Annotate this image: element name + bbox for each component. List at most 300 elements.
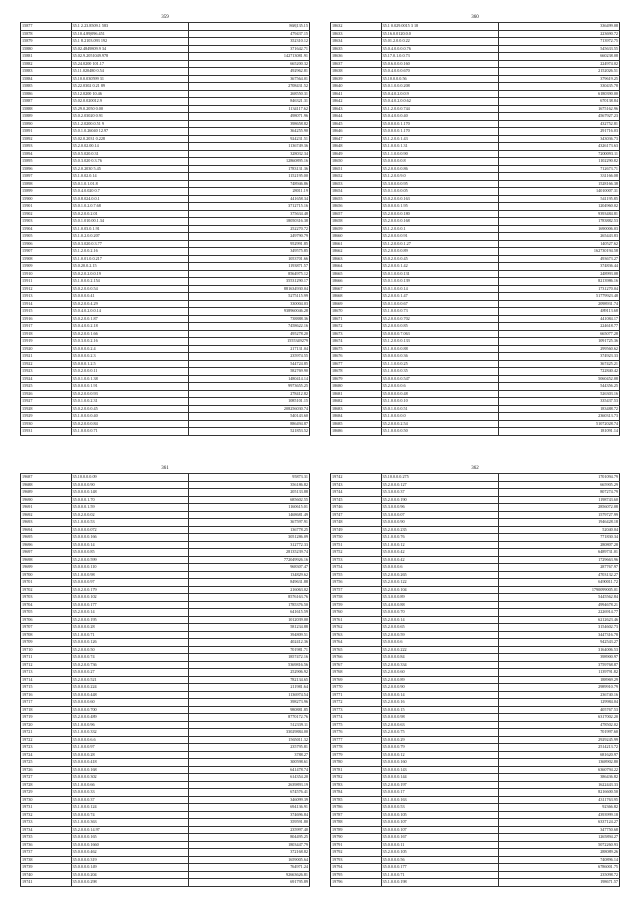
row-number-cell: 19720 (21, 721, 72, 729)
table-row (331, 721, 620, 729)
table-row (21, 511, 310, 519)
amount-cell: 183488.72 (499, 405, 620, 413)
row-number-cell: 15880 (21, 45, 72, 53)
row-number-cell: 15892 (21, 135, 72, 143)
row-number-cell: 19723 (21, 744, 72, 752)
row-number-cell: 15931 (21, 428, 72, 436)
code-cell: 35.1.0.0.0.96 (71, 721, 189, 729)
code-cell: 35.0.0.0.0.224 (71, 684, 189, 692)
table-row (21, 398, 310, 406)
row-number-cell: 19767 (331, 661, 382, 669)
amount-cell: 312772.33 (189, 541, 310, 549)
row-number-cell: 18634 (331, 38, 382, 46)
code-cell: 35.2.0.0.0.90 (381, 684, 499, 692)
code-cell: 35.4.0.0.0.88 (381, 601, 499, 609)
table-row (331, 751, 620, 759)
row-number-cell: 19752 (331, 549, 382, 557)
table-row (21, 128, 310, 136)
table-row (331, 375, 620, 383)
row-number-cell: 15921 (21, 353, 72, 361)
row-number-cell: 19793 (331, 856, 382, 864)
table-row (21, 173, 310, 181)
row-number-cell: 19715 (21, 684, 72, 692)
amount-cell: 685602.55 (189, 496, 310, 504)
page-number: 360 (471, 15, 479, 20)
row-number-cell: 19781 (331, 766, 382, 774)
code-cell: 35.0.1.0.1.01.8 (71, 180, 189, 188)
amount-cell: 526303.16 (499, 390, 620, 398)
table-row (21, 856, 310, 864)
amount-cell: 614354.20 (189, 774, 310, 782)
code-cell: 35.1.2.0.0.0.1.27 (381, 240, 499, 248)
code-cell: 35.1.0.0.0.2.154 (71, 278, 189, 286)
table-row (331, 23, 620, 31)
code-cell: 35.0.0.0.0.14 (71, 541, 189, 549)
code-cell: 35.3.0.0.0.96 (381, 504, 499, 512)
row-number-cell: 15926 (21, 390, 72, 398)
amount-cell: 1136749.36 (189, 143, 310, 151)
amount-cell: 492962.81 (189, 68, 310, 76)
amount-cell: 6490011.72 (499, 579, 620, 587)
amount-cell: 1579727.99 (499, 511, 620, 519)
amount-cell: 3051286.09 (189, 534, 310, 542)
code-cell: 35.2.0.0.0.2.54 (381, 420, 499, 428)
amount-cell: 367564.01 (189, 75, 310, 83)
code-cell: 35.0.4.0.2.0.0.9 (381, 90, 499, 98)
table-row (331, 263, 620, 271)
table-row (331, 30, 620, 38)
code-cell: 35.2.0.0.0.1.42 (381, 263, 499, 271)
row-number-cell: 19716 (21, 691, 72, 699)
table-row (331, 150, 620, 158)
row-number-cell: 19758 (331, 594, 382, 602)
amount-cell: 938960046.28 (189, 308, 310, 316)
table-row (331, 571, 620, 579)
code-cell: 35.2.0.0.0.235 (381, 526, 499, 534)
table-row (21, 586, 310, 594)
table-row (21, 496, 310, 504)
table-row (331, 594, 620, 602)
amount-cell: 2856072.08 (499, 504, 620, 512)
row-number-cell: 18655 (331, 195, 382, 203)
table-row (21, 639, 310, 647)
code-cell: 35.2.0.0.0.197 (381, 781, 499, 789)
table-row (21, 368, 310, 376)
row-number-cell: 18652 (331, 173, 382, 181)
row-number-cell: 15916 (21, 315, 72, 323)
row-number-cell: 19705 (21, 609, 72, 617)
table-row (21, 210, 310, 218)
amount-cell: 95873.31 (189, 474, 310, 482)
amount-cell: 2226914.77 (499, 609, 620, 617)
table-row (331, 526, 620, 534)
table-row (331, 203, 620, 211)
row-number-cell: 19787 (331, 811, 382, 819)
amount-cell: 1480414.14 (189, 375, 310, 383)
row-number-cell: 19708 (21, 631, 72, 639)
table-row (331, 871, 620, 879)
table-row (331, 744, 620, 752)
table-row (21, 631, 310, 639)
table-row (21, 871, 310, 879)
code-cell: 35.1.0.0.0.198 (381, 879, 499, 887)
table-row (331, 120, 620, 128)
row-number-cell: 18645 (331, 120, 382, 128)
amount-cell: 6337124.27 (499, 819, 620, 827)
code-cell: 35.2.0.0.0.0.85 (381, 323, 499, 331)
row-number-cell: 15912 (21, 285, 72, 293)
code-cell: 35.17.0.1.0.0.73 (381, 53, 499, 61)
amount-cell: 849631.88 (189, 579, 310, 587)
amount-cell: 4567927.23 (499, 113, 620, 121)
table-row (21, 428, 310, 436)
code-cell: 35.1.0.0.0.0.40 (71, 413, 189, 421)
code-cell: 35.02.9.2051049.978 (71, 53, 189, 61)
amount-cell: 3164006.53 (499, 646, 620, 654)
row-number-cell: 15895 (21, 158, 72, 166)
row-number-cell: 15890 (21, 120, 72, 128)
table-row (21, 323, 310, 331)
row-number-cell: 19713 (21, 669, 72, 677)
amount-cell: 748946.86 (189, 180, 310, 188)
row-number-cell: 19696 (21, 541, 72, 549)
table-row (21, 23, 310, 31)
row-number-cell: 19760 (331, 609, 382, 617)
row-number-cell: 19736 (21, 841, 72, 849)
code-cell: 35.0.0.0.0.126 (71, 639, 189, 647)
amount-cell: 4703132.27 (499, 571, 620, 579)
table-row (21, 714, 310, 722)
amount-cell: 375634.48 (189, 210, 310, 218)
row-number-cell: 19721 (21, 729, 72, 737)
row-number-cell: 18653 (331, 180, 382, 188)
row-number-cell: 18639 (331, 75, 382, 83)
row-number-cell: 18659 (331, 225, 382, 233)
table-row (331, 534, 620, 542)
amount-cell: 6360794.22 (499, 766, 620, 774)
code-cell: 35.1.0.0.0.0.50 (381, 428, 499, 436)
table-row (21, 601, 310, 609)
row-number-cell: 19769 (331, 676, 382, 684)
table-row (331, 864, 620, 872)
code-cell: 35.0.2.0.0.0.163 (381, 195, 499, 203)
row-number-cell: 19707 (21, 624, 72, 632)
amount-cell: 330004.03 (189, 300, 310, 308)
amount-cell: 249790.79 (189, 233, 310, 241)
amount-cell: 287767.97 (499, 564, 620, 572)
table-row (21, 105, 310, 113)
code-cell: 35.0.2.0.0.179 (71, 586, 189, 594)
row-number-cell: 19763 (331, 631, 382, 639)
code-cell: 35.2.0.0.0.0.180 (381, 210, 499, 218)
table-row (331, 383, 620, 391)
amount-cell: 521853.52 (189, 428, 310, 436)
code-cell: 35.2.0.0.0.599 (71, 556, 189, 564)
table-row (21, 646, 310, 654)
row-number-cell: 18674 (331, 338, 382, 346)
row-number-cell: 18677 (331, 360, 382, 368)
code-cell: 35.2.0.0.0.127 (381, 481, 499, 489)
row-number-cell: 19706 (21, 616, 72, 624)
row-number-cell: 15927 (21, 398, 72, 406)
table-row (331, 841, 620, 849)
amount-cell: 478502.02 (499, 721, 620, 729)
code-cell: 35.1 0.029.0015 3 18 (381, 23, 499, 31)
amount-cell: 224618.77 (499, 323, 620, 331)
amount-cell: 495278.20 (189, 330, 310, 338)
code-cell: 35.2.0.0.0.89 (381, 676, 499, 684)
code-cell: 35.0.0.0.0.15 (381, 706, 499, 714)
code-cell: 35.10.0.0.0.56 (381, 75, 499, 83)
row-number-cell: 19702 (21, 586, 72, 594)
code-cell: 35.0.3.020 0.3.76 (71, 158, 189, 166)
row-number-cell: 19786 (331, 804, 382, 812)
code-cell: 35.0.0.0.0.302 (71, 774, 189, 782)
code-cell: 35.0.1.0.0.0.14 (381, 285, 499, 293)
amount-cell: 352310.12 (189, 38, 310, 46)
code-cell: 35.2.0.0.0.59 (381, 631, 499, 639)
amount-cell: 386436.82 (499, 774, 620, 782)
table-row (331, 240, 620, 248)
code-cell: 35.2.0.0.0.65 (381, 624, 499, 632)
code-cell: 35.0.0.0.0.418 (71, 759, 189, 767)
code-cell: 35.1.0.0.0.71 (381, 871, 499, 879)
code-cell: 35.1.0.0.0.0.88 (381, 345, 499, 353)
row-number-cell: 19757 (331, 586, 382, 594)
code-cell: 35.2.0.0.0.14 (381, 616, 499, 624)
table-row (21, 248, 310, 256)
code-cell: 35.0.1.0.0.0.67 (381, 300, 499, 308)
row-number-cell: 18648 (331, 143, 382, 151)
row-number-cell: 19733 (21, 819, 72, 827)
amount-cell: 18050316.38 (189, 218, 310, 226)
code-cell: 35.10.4.89|096.451 (71, 30, 189, 38)
amount-cell: 441658.34 (189, 195, 310, 203)
table-row (331, 390, 620, 398)
row-number-cell: 18646 (331, 128, 382, 136)
row-number-cell: 19725 (21, 759, 72, 767)
amount-cell: 205133.88 (189, 489, 310, 497)
table-row (331, 511, 620, 519)
amount-cell: 681620.97 (499, 751, 620, 759)
code-cell: 35.1.0.0.0.66 (71, 781, 189, 789)
table-row (21, 766, 310, 774)
amount-cell: 924231.51 (189, 135, 310, 143)
row-number-cell: 19701 (21, 579, 72, 587)
code-cell: 35.0.0.0.0.90 (71, 481, 189, 489)
table-row (331, 826, 620, 834)
table-row (331, 233, 620, 241)
row-number-cell: 18650 (331, 158, 382, 166)
table-row (331, 496, 620, 504)
table-row (21, 233, 310, 241)
code-cell: 35.0.0.0.1.70 (71, 496, 189, 504)
table-row (21, 864, 310, 872)
amount-cell: 694136.91 (189, 804, 310, 812)
code-cell: 35.1.2.0.0.9.0 (381, 173, 499, 181)
table-row (331, 879, 620, 887)
code-cell: 35.0.4.0.0.0.0.76 (381, 45, 499, 53)
row-number-cell: 18636 (331, 53, 382, 61)
amount-cell: 299560.62 (499, 345, 620, 353)
row-number-cell: 15893 (21, 143, 72, 151)
amount-cell: 331166.08 (499, 173, 620, 181)
table-row (21, 481, 310, 489)
amount-cell: 349575.85 (189, 248, 310, 256)
amount-cell: 35531290.17 (189, 278, 310, 286)
row-number-cell: 18679 (331, 375, 382, 383)
amount-cell: 1204960.02 (499, 203, 620, 211)
page-359 (20, 14, 310, 436)
row-number-cell: 15906 (21, 240, 72, 248)
amount-cell: 432752.81 (499, 120, 620, 128)
table-row (21, 195, 310, 203)
code-cell: 35.0.0.0.0.98 (381, 714, 499, 722)
amount-cell: 5369816.56 (189, 661, 310, 669)
amount-cell: 1690006.03 (499, 225, 620, 233)
code-cell: 35.0.0.0.0.144 (381, 774, 499, 782)
amount-cell: 782134.65 (189, 676, 310, 684)
amount-cell: 980881.85 (189, 706, 310, 714)
code-cell: 35.3.0.0.0.07 (381, 511, 499, 519)
table-row (21, 721, 310, 729)
code-cell: 35.0.0.0.0.1660 (71, 841, 189, 849)
row-number-cell: 18668 (331, 293, 382, 301)
row-number-cell: 19748 (331, 519, 382, 527)
code-cell: 35.0.0.0.0.110 (71, 564, 189, 572)
amount-cell: 1783131.36 (189, 165, 310, 173)
amount-cell: 1659005.64 (189, 856, 310, 864)
table-row (331, 646, 620, 654)
amount-cell: 367425.21 (499, 360, 620, 368)
amount-cell: 7200093.11 (499, 150, 620, 158)
amount-cell: 136778.25 (189, 526, 310, 534)
code-cell: 35.0.0.0.0.298 (71, 879, 189, 887)
code-cell: 35.0.2.0.0.0.54 (71, 285, 189, 293)
table-row (331, 669, 620, 677)
row-number-cell: 19703 (21, 594, 72, 602)
table-row (331, 519, 620, 527)
row-number-cell: 19728 (21, 781, 72, 789)
amount-cell: 140527.62 (499, 240, 620, 248)
amount-cell: 92366.82 (499, 804, 620, 812)
table-row (21, 796, 310, 804)
table-row (21, 113, 310, 121)
code-cell: 35.2.0.0.0.16 (381, 699, 499, 707)
amount-cell: 1139791.82 (499, 669, 620, 677)
code-cell: 35.1.0.0.0.98 (71, 571, 189, 579)
row-number-cell: 19700 (21, 571, 72, 579)
row-number-cell: 19795 (331, 871, 382, 879)
amount-cell: 223690.72 (499, 30, 620, 38)
table-row (21, 676, 310, 684)
table-row (331, 195, 620, 203)
code-cell: 35.0.0.0.0.2.4 (71, 345, 189, 353)
table-row (331, 781, 620, 789)
code-cell: 35.0.0.0.0.168 (71, 766, 189, 774)
table-row (21, 841, 310, 849)
table-row (21, 804, 310, 812)
table-row (331, 804, 620, 812)
row-number-cell: 15922 (21, 360, 72, 368)
row-number-cell: 18638 (331, 68, 382, 76)
table-row (331, 225, 620, 233)
amount-cell: 248993.08 (499, 270, 620, 278)
code-cell: 35.0.4.0.0.0.670 (381, 68, 499, 76)
code-cell: 35.1.2.0.0.1.43 (381, 135, 499, 143)
table-row (21, 781, 310, 789)
code-cell: 35.0.0.0.0.56 (381, 856, 499, 864)
code-cell: 35.0.2.0.0.0.84 (71, 420, 189, 428)
code-cell: 35.0.1.010.00.1.34 (71, 218, 189, 226)
table-row (21, 135, 310, 143)
code-cell: 35.1.2.0.0.0.1 (381, 225, 499, 233)
amount-cell: 712673.71 (499, 165, 620, 173)
code-cell: 35.0.6.0.0.0.160 (381, 60, 499, 68)
data-table (330, 473, 620, 887)
code-cell: 35.0.0.0.0.37 (71, 796, 189, 804)
table-row (21, 68, 310, 76)
code-cell: 35.1.0.2.0.0.207 (71, 233, 189, 241)
code-cell: 35.2.0.0.0.63 (381, 721, 499, 729)
code-cell: 35.2.0.0.0.50 (71, 646, 189, 654)
amount-cell: 1729663.96 (499, 556, 620, 564)
code-cell: 35.0.20.0.2.15 (71, 263, 189, 271)
row-number-cell: 18644 (331, 113, 382, 121)
code-cell: 35.0.0.0.0.143 (381, 766, 499, 774)
table-row (21, 90, 310, 98)
code-cell: 35.1.0.0.0.97 (71, 744, 189, 752)
code-cell: 35.2.0.0.0.0.168 (381, 218, 499, 226)
code-cell: 35.1.0.0.0.0.35 (381, 368, 499, 376)
row-number-cell: 18635 (331, 45, 382, 53)
amount-cell: 8216600.50 (499, 789, 620, 797)
code-cell: 35.0.3.0.0.2.16 (71, 338, 189, 346)
amount-cell: 278412.82 (189, 390, 310, 398)
code-cell: 35.1 2.23.8509.1 583 (71, 23, 189, 31)
table-row (331, 759, 620, 767)
table-row (21, 579, 310, 587)
code-cell: 35.0.0.0.0.167 (381, 834, 499, 842)
code-cell: 35.0.0.0.0.1.170 (381, 128, 499, 136)
code-cell: 35.0.1.0.2.0.7.68 (71, 203, 189, 211)
table-row (331, 766, 620, 774)
row-number-cell: 19780 (331, 759, 382, 767)
table-row (331, 210, 620, 218)
table-row (331, 278, 620, 286)
code-cell: 35.0.0.0.0.84 (381, 654, 499, 662)
code-cell: 35.10.0.030599 31 (71, 75, 189, 83)
table-row (21, 616, 310, 624)
table-row (21, 556, 310, 564)
table-row (21, 263, 310, 271)
amount-cell: 1091725.36 (499, 338, 620, 346)
row-number-cell: 19737 (21, 849, 72, 857)
row-number-cell: 18682 (331, 398, 382, 406)
amount-cell: 398658.82 (189, 120, 310, 128)
amount-cell: 1946428.18 (499, 519, 620, 527)
table-row (21, 571, 310, 579)
table-row (21, 165, 310, 173)
code-cell: 35.0.0.0.0.53 (381, 804, 499, 812)
row-number-cell: 18675 (331, 345, 382, 353)
code-cell: 35.0.0.0.0.462 (71, 849, 189, 857)
code-cell: 35.0.0.0.0.60 (71, 699, 189, 707)
row-number-cell: 18642 (331, 98, 382, 106)
table-row (331, 661, 620, 669)
row-number-cell: 15887 (21, 98, 72, 106)
table-row (21, 218, 310, 226)
